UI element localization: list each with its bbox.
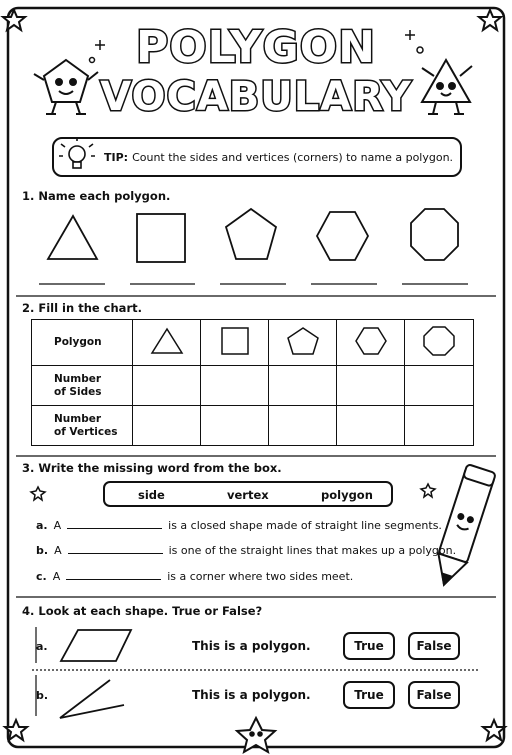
false-button[interactable]: False xyxy=(408,681,460,709)
square-icon xyxy=(217,326,253,356)
section-3-heading: 3. Write the missing word from the box. xyxy=(22,461,282,475)
title-line-2: VOCABULARY xyxy=(100,74,412,120)
octagon-icon xyxy=(411,209,458,260)
pentagon-icon xyxy=(285,326,321,356)
true-button[interactable]: True xyxy=(343,632,395,660)
octagon-icon xyxy=(421,326,457,356)
chart-input-cell[interactable] xyxy=(201,366,269,406)
true-button[interactable]: True xyxy=(343,681,395,709)
word-bank-item: side xyxy=(138,488,165,502)
square-icon xyxy=(137,214,185,262)
sentence-c: c. A is a corner where two sides meet. xyxy=(36,570,354,583)
chart-row-label: Number of Vertices xyxy=(32,406,133,446)
chart-row-label: Polygon xyxy=(32,320,133,366)
tip-label: TIP: xyxy=(104,151,129,164)
word-bank-item: polygon xyxy=(321,488,373,502)
parallelogram-icon xyxy=(61,630,131,661)
section-4-heading: 4. Look at each shape. True or False? xyxy=(22,604,263,618)
tip-text xyxy=(104,151,453,164)
chart-input-cell[interactable] xyxy=(337,406,405,446)
chart-input-cell[interactable] xyxy=(269,366,337,406)
chart-cell xyxy=(405,320,474,366)
item-letter: b. xyxy=(36,689,49,702)
triangle-icon xyxy=(48,216,97,259)
tip-box xyxy=(52,137,462,177)
pentagon-icon xyxy=(226,209,276,259)
triangle-icon xyxy=(149,326,185,356)
statement-text: This is a polygon. xyxy=(192,639,311,653)
chart-input-cell[interactable] xyxy=(133,406,201,446)
word-bank-item: vertex xyxy=(227,488,269,502)
answer-blank[interactable] xyxy=(66,570,161,580)
open-angle-icon xyxy=(60,680,124,718)
chart-input-cell[interactable] xyxy=(201,406,269,446)
chart-cell xyxy=(133,320,201,366)
word-bank xyxy=(103,481,393,507)
chart-input-cell[interactable] xyxy=(133,366,201,406)
chart-cell xyxy=(337,320,405,366)
hexagon-icon xyxy=(353,326,389,356)
section-2-heading: 2. Fill in the chart. xyxy=(22,301,142,315)
chart-input-cell[interactable] xyxy=(405,406,474,446)
answer-blank[interactable] xyxy=(67,519,162,529)
chart-input-cell[interactable] xyxy=(405,366,474,406)
sentence-a: a. A is a closed shape made of straight line segments. xyxy=(36,519,442,532)
polygon-chart xyxy=(31,319,474,446)
chart-input-cell[interactable] xyxy=(337,366,405,406)
sentence-b: b. A is one of the straight lines that makes up a polygon. xyxy=(36,544,457,557)
tip-body: Count the sides and vertices (corners) to name a polygon. xyxy=(132,151,454,164)
answer-blank[interactable] xyxy=(68,544,163,554)
chart-cell xyxy=(201,320,269,366)
statement-text: This is a polygon. xyxy=(192,688,311,702)
chart-row-label: Number of Sides xyxy=(32,366,133,406)
item-letter: a. xyxy=(36,640,48,653)
hexagon-icon xyxy=(317,212,368,260)
chart-input-cell[interactable] xyxy=(269,406,337,446)
chart-cell xyxy=(269,320,337,366)
title-line-1: POLYGON xyxy=(135,22,377,73)
false-button[interactable]: False xyxy=(408,632,460,660)
section-1-heading: 1. Name each polygon. xyxy=(22,189,171,203)
